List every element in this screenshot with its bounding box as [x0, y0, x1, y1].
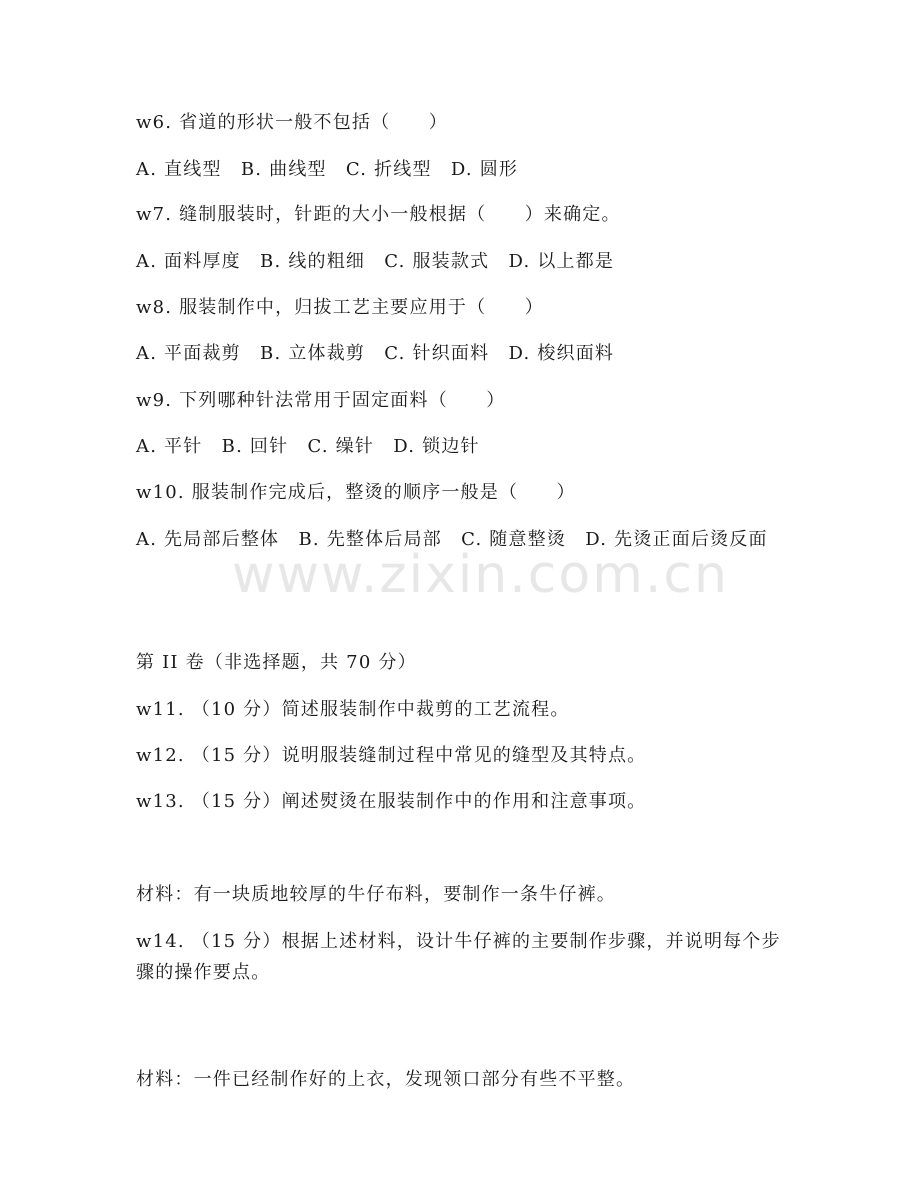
question-7-options: A. 面料厚度 B. 线的粗细 C. 服装款式 D. 以上都是 — [136, 251, 615, 272]
material-2: 材料：一件已经制作好的上衣，发现领口部分有些不平整。 — [136, 1069, 636, 1090]
question-13: w13. （15 分）阐述熨烫在服装制作中的作用和注意事项。 — [136, 791, 647, 812]
question-6-options: A. 直线型 B. 曲线型 C. 折线型 D. 圆形 — [136, 159, 519, 180]
watermark: www.zixin.com.cn — [232, 545, 729, 605]
question-11: w11. （10 分）简述服装制作中裁剪的工艺流程。 — [136, 699, 570, 720]
question-10-stem: w10. 服装制作完成后，整烫的顺序一般是（ ） — [136, 482, 576, 503]
question-9-stem: w9. 下列哪种针法常用于固定面料（ ） — [136, 390, 506, 411]
question-7-stem: w7. 缝制服装时，针距的大小一般根据（ ）来确定。 — [136, 204, 621, 225]
question-12: w12. （15 分）说明服装缝制过程中常见的缝型及其特点。 — [136, 745, 647, 766]
question-8-stem: w8. 服装制作中，归拔工艺主要应用于（ ） — [136, 297, 544, 318]
question-6-stem: w6. 省道的形状一般不包括（ ） — [136, 112, 448, 133]
question-14: w14. （15 分）根据上述材料，设计牛仔裤的主要制作步骤，并说明每个步骤的操作要点。 — [136, 931, 781, 983]
material-1: 材料：有一块质地较厚的牛仔布料，要制作一条牛仔裤。 — [136, 884, 616, 905]
question-9-options: A. 平针 B. 回针 C. 缲针 D. 锁边针 — [136, 436, 480, 457]
section-2-title: 第 II 卷（非选择题，共 70 分） — [136, 652, 417, 673]
question-10-options: A. 先局部后整体 B. 先整体后局部 C. 随意整烫 D. 先烫正面后烫反面 — [136, 529, 768, 550]
question-8-options: A. 平面裁剪 B. 立体裁剪 C. 针织面料 D. 梭织面料 — [136, 343, 615, 364]
